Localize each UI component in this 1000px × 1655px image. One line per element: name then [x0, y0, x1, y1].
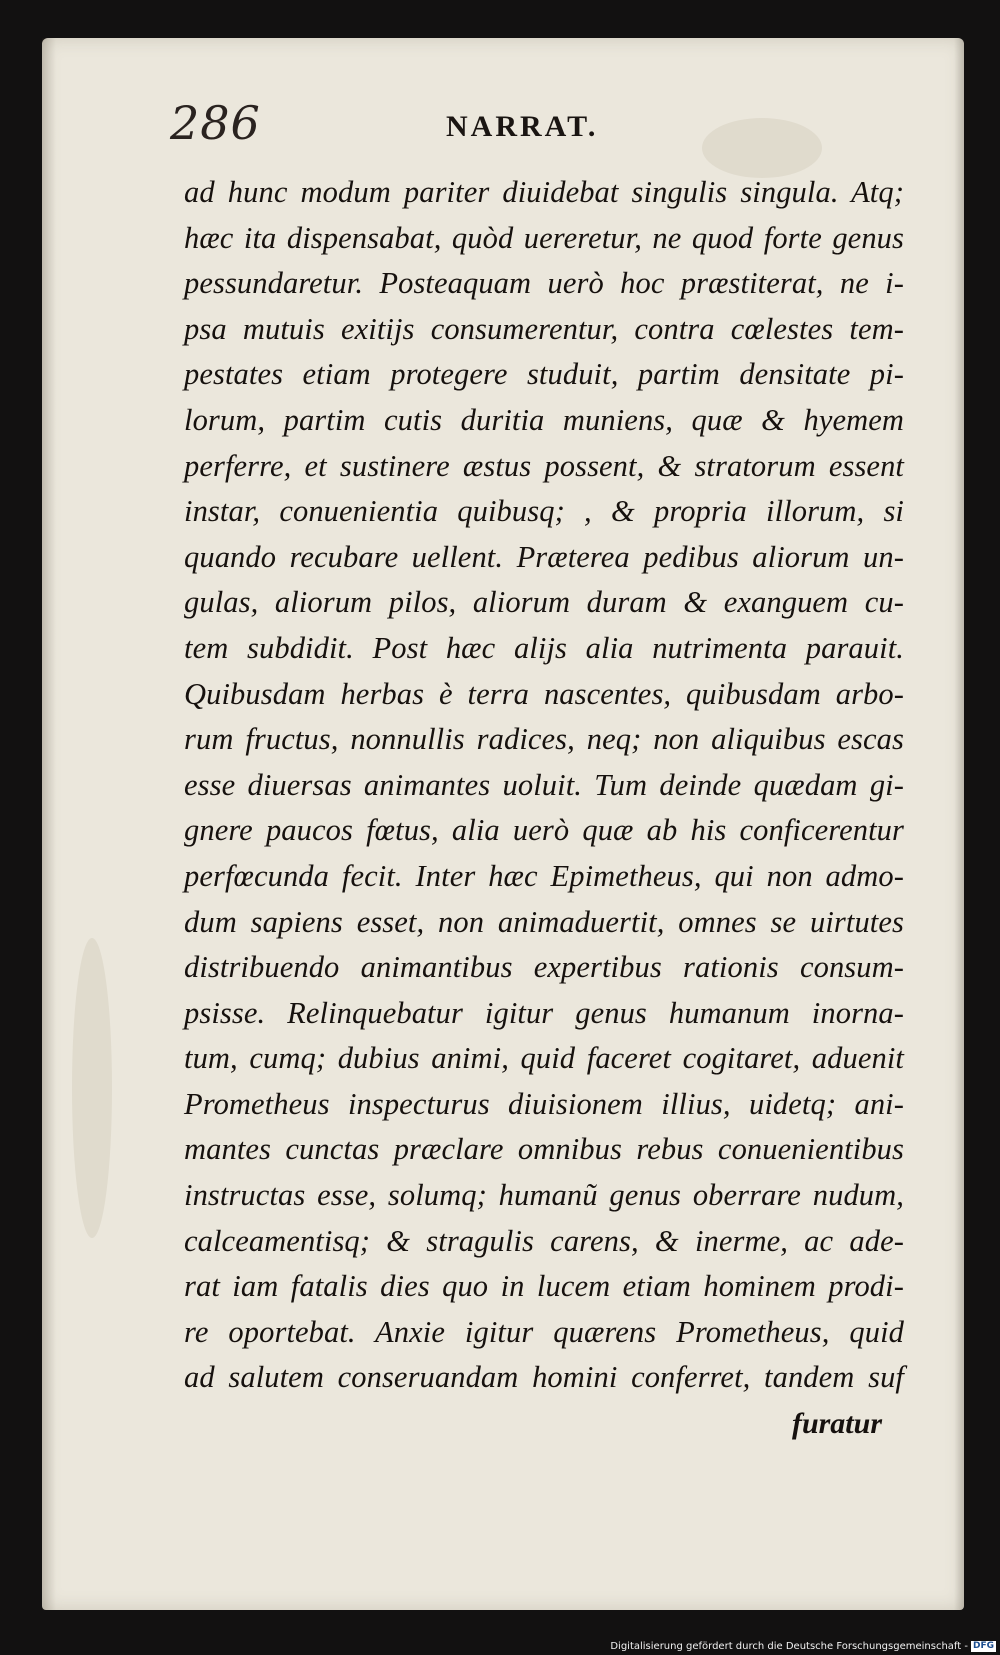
text-line: calceamentisq; & stragulis carens, & inerme, ac ade- — [184, 1223, 904, 1258]
text-line: gulas, aliorum pilos, aliorum duram & exanguem cu- — [184, 585, 904, 620]
text-line: perfœcunda fecit. Inter hæc Epimetheus, qui non admo- — [184, 858, 904, 893]
text-line: ad hunc modum pariter diuidebat singulis singula. Atq; — [184, 175, 904, 209]
paper-stain — [702, 118, 822, 178]
text-line: Prometheus inspecturus diuisionem illius, uidetq; ani- — [184, 1086, 904, 1121]
page-gutter-shadow — [42, 38, 56, 1610]
text-line: tem subdidit. Post hæc alijs alia nutrimenta parauit. — [184, 630, 904, 665]
text-line: rat iam fatalis dies quo in lucem etiam hominem prodi- — [184, 1269, 904, 1304]
text-block — [184, 170, 904, 1401]
text-line: psa mutuis exitijs consumerentur, contra cœlestes tem- — [184, 311, 904, 346]
text-line: tum, cumq; dubius animi, quid faceret cogitaret, aduenit — [184, 1041, 904, 1076]
catchword: furatur — [791, 1407, 882, 1440]
text-line: ad salutem conseruandam homini conferret, tandem suf — [184, 1360, 904, 1395]
text-line: lorum, partim cutis duritia muniens, quæ & hyemem — [184, 402, 904, 437]
text-line: dum sapiens esset, non animaduertit, omnes se uirtutes — [184, 904, 904, 939]
running-head: NARRAT. — [446, 110, 599, 143]
text-line: gnere paucos fœtus, alia uerò quæ ab his conficerentur — [184, 813, 904, 848]
paper-stain — [72, 938, 112, 1238]
page-edge-shadow — [954, 38, 964, 1610]
text-line: quando recubare uellent. Præterea pedibus aliorum un- — [184, 539, 904, 574]
text-line: re oportebat. Anxie igitur quærens Prometheus, quid — [184, 1314, 904, 1349]
digitization-credit — [610, 1641, 996, 1652]
text-line: instructas esse, solumq; humanũ genus oberrare nudum, — [184, 1178, 904, 1213]
text-line: hæc ita dispensabat, quòd uereretur, ne quod forte genus — [184, 220, 904, 255]
text-line: perferre, et sustinere æstus possent, & stratorum essent — [184, 448, 904, 483]
page-number: 286 — [170, 96, 261, 150]
text-line: esse diuersas animantes uoluit. Tum deinde quædam gi- — [184, 767, 904, 802]
text-line: instar, conuenientia quibusq; , & propria illorum, si — [184, 494, 904, 529]
text-line: pestates etiam protegere studuit, partim densitate pi- — [184, 357, 904, 392]
dfg-logo-icon: DFG — [972, 1641, 994, 1651]
text-line: distribuendo animantibus expertibus rationis consum- — [184, 950, 904, 985]
text-line: Quibusdam herbas è terra nascentes, quibusdam arbo- — [184, 676, 904, 711]
text-line: rum fructus, nonnullis radices, neq; non aliquibus escas — [184, 722, 904, 757]
text-line: mantes cunctas præclare omnibus rebus conuenientibus — [184, 1132, 904, 1167]
text-line: pessundaretur. Posteaquam uerò hoc præstiterat, ne i- — [184, 266, 904, 301]
text-line: psisse. Relinquebatur igitur genus humanum inorna- — [184, 995, 904, 1030]
credit-text: Digitalisierung gefördert durch die Deutsche Forschungsgemeinschaft - — [610, 1641, 968, 1652]
